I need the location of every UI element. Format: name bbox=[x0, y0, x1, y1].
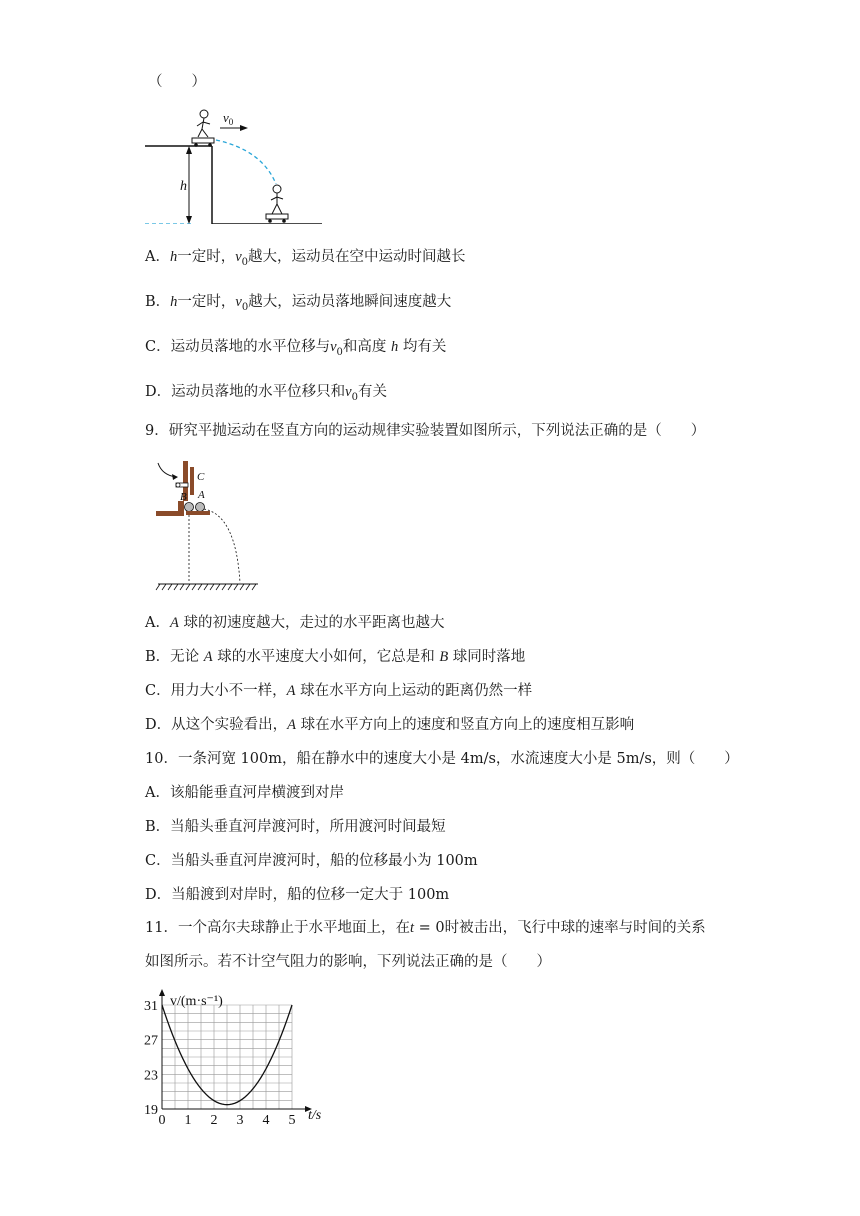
option-text: h一定时，$v_0$越大，运动员在空中运动时间越长 bbox=[169, 249, 466, 268]
velocity-time-chart bbox=[140, 985, 340, 1135]
y-axis-label: v/(m·s⁻¹) bbox=[170, 994, 223, 1009]
option-letter: A． bbox=[145, 785, 170, 801]
q10-option-d[interactable] bbox=[145, 885, 449, 905]
option-letter: C． bbox=[145, 339, 171, 355]
q8-option-a[interactable] bbox=[145, 247, 466, 273]
q10-option-a[interactable] bbox=[145, 783, 344, 803]
option-text: 运动员落地的水平位移与$v_0$和高度 h 均有关 bbox=[170, 339, 447, 358]
option-text: 无论 A 球的水平速度大小如何，它总是和 B 球同时落地 bbox=[170, 649, 526, 665]
x-axis-label: t/s bbox=[308, 1108, 322, 1123]
h-label: h bbox=[180, 179, 187, 194]
option-text: 当船头垂直河岸渡河时，所用渡河时间最短 bbox=[170, 819, 446, 835]
q11-stem-line-2: 如图所示。若不计空气阻力的影响，下列说法正确的是（ ） bbox=[145, 954, 551, 970]
option-letter: C． bbox=[145, 683, 171, 699]
option-letter: D． bbox=[145, 384, 172, 400]
x-tick-label: 0 bbox=[158, 1113, 166, 1128]
q9-option-c[interactable] bbox=[145, 681, 532, 701]
q9-stem: 9．研究平抛运动在竖直方向的运动规律实验装置如图所示，下列说法正确的是（ ） bbox=[145, 423, 706, 439]
option-letter: B． bbox=[145, 649, 171, 665]
q9-option-b[interactable] bbox=[145, 647, 525, 667]
option-letter: A． bbox=[145, 615, 170, 631]
q8-figure bbox=[140, 104, 340, 224]
option-letter: A． bbox=[145, 249, 170, 265]
option-text: 当船头垂直河岸渡河时，船的位移最小为 100m bbox=[170, 853, 478, 869]
option-text: 用力大小不一样，A 球在水平方向上运动的距离仍然一样 bbox=[170, 683, 533, 699]
q8-option-b[interactable] bbox=[145, 292, 451, 318]
y-tick-label: 27 bbox=[144, 1033, 158, 1049]
option-text: 运动员落地的水平位移只和$v_0$有关 bbox=[171, 384, 387, 403]
y-axis-arrow bbox=[159, 989, 165, 996]
option-text: 当船渡到对岸时，船的位移一定大于 100m bbox=[171, 887, 450, 903]
option-letter: C． bbox=[145, 853, 171, 869]
x-tick-label: 4 bbox=[262, 1113, 270, 1128]
x-tick-label: 5 bbox=[288, 1113, 296, 1128]
x-tick-label: 2 bbox=[210, 1113, 218, 1128]
label-c: C bbox=[197, 471, 205, 483]
q10-option-c[interactable] bbox=[145, 851, 478, 871]
y-tick-label: 31 bbox=[144, 999, 158, 1014]
option-text: 从这个实验看出，A 球在水平方向上的速度和竖直方向上的速度相互影响 bbox=[171, 717, 635, 733]
v0-label: $v_0$ bbox=[223, 110, 234, 127]
option-text: h一定时，$v_0$越大，运动员落地瞬间速度越大 bbox=[170, 294, 452, 313]
x-tick-label: 1 bbox=[184, 1113, 192, 1128]
option-letter: D． bbox=[145, 887, 172, 903]
x-tick-label: 3 bbox=[236, 1113, 244, 1128]
option-letter: B． bbox=[145, 294, 171, 310]
q11-stem-line-1: 11．一个高尔夫球静止于水平地面上，在t = 0时被击出，飞行中球的速率与时间的关系 bbox=[145, 920, 706, 936]
y-tick-label: 23 bbox=[144, 1068, 158, 1084]
label-a: A bbox=[198, 489, 205, 501]
option-letter: B． bbox=[145, 819, 171, 835]
question-8-answer-bracket: （ ） bbox=[148, 74, 206, 90]
q9-option-d[interactable] bbox=[145, 715, 634, 735]
q8-option-d[interactable] bbox=[145, 382, 387, 408]
option-text: A 球的初速度越大，走过的水平距离也越大 bbox=[169, 615, 445, 631]
q9-figure bbox=[148, 455, 268, 595]
option-text: 该船能垂直河岸横渡到对岸 bbox=[169, 785, 344, 801]
q10-option-b[interactable] bbox=[145, 817, 446, 837]
q10-stem: 10．一条河宽 100m，船在静水中的速度大小是 4m/s，水流速度大小是 5m/s，则（ ） bbox=[145, 751, 739, 767]
label-b: B bbox=[180, 491, 187, 503]
y-tick-label: 19 bbox=[144, 1103, 158, 1118]
q8-option-c[interactable] bbox=[145, 337, 446, 363]
q9-option-a[interactable] bbox=[145, 613, 444, 633]
option-letter: D． bbox=[145, 717, 172, 733]
